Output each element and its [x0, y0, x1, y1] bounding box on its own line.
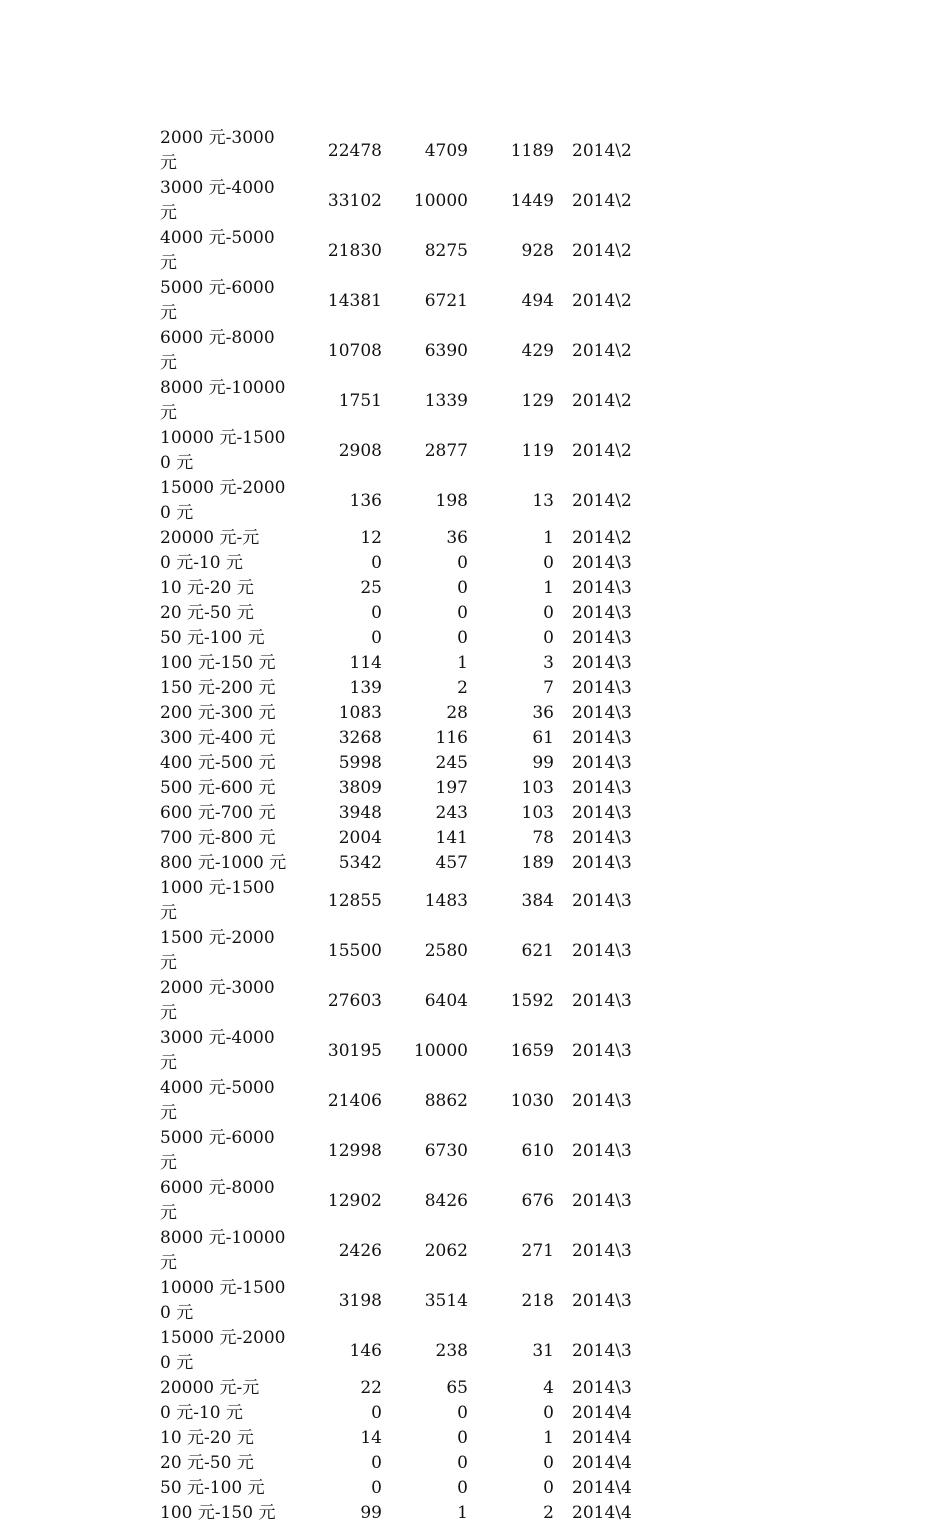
- value-b-cell: 28: [446, 703, 468, 723]
- range-cell: 3000 元-4000 元: [160, 1028, 275, 1073]
- table-row: [158, 926, 638, 976]
- table-row: [158, 651, 638, 676]
- value-a-cell: 33102: [327, 190, 382, 211]
- range-cell: 0 元-10 元: [160, 553, 243, 573]
- table-row: [158, 176, 638, 226]
- value-a-cell: 12998: [327, 1140, 382, 1161]
- table-row: [158, 1476, 638, 1501]
- document-page: [158, 126, 638, 1526]
- value-a-cell: 21406: [327, 1090, 382, 1111]
- value-b-cell: 457: [435, 853, 468, 873]
- value-a-cell: 0: [371, 603, 382, 623]
- range-cell: 5000 元-6000 元: [160, 278, 275, 323]
- value-c-cell: 99: [532, 753, 554, 773]
- value-a-cell: 0: [371, 628, 382, 648]
- table-row: [158, 801, 638, 826]
- value-a-cell: 0: [371, 1478, 382, 1498]
- table-row: [158, 851, 638, 876]
- table-row: [158, 326, 638, 376]
- value-b-cell: 0: [457, 1403, 468, 1423]
- value-a-cell: 22478: [327, 140, 382, 161]
- table-row: [158, 776, 638, 801]
- value-a-cell: 139: [349, 678, 382, 698]
- value-a-cell: 21830: [327, 240, 382, 261]
- value-c-cell: 0: [543, 1478, 554, 1498]
- table-row: [158, 1451, 638, 1476]
- value-b-cell: 8426: [424, 1190, 468, 1211]
- price-range-table: [158, 126, 638, 1526]
- value-c-cell: 494: [521, 290, 554, 311]
- value-c-cell: 1: [543, 528, 554, 548]
- value-b-cell: 6721: [424, 290, 468, 311]
- value-c-cell: 218: [521, 1290, 554, 1311]
- date-cell: 2014\2: [572, 290, 632, 311]
- value-c-cell: 103: [521, 778, 554, 798]
- value-c-cell: 429: [521, 340, 554, 361]
- value-c-cell: 4: [543, 1378, 554, 1398]
- value-a-cell: 14: [360, 1428, 382, 1448]
- value-c-cell: 1659: [510, 1040, 554, 1061]
- value-c-cell: 103: [521, 803, 554, 823]
- value-b-cell: 10000: [413, 1040, 468, 1061]
- value-c-cell: 610: [521, 1140, 554, 1161]
- value-a-cell: 2426: [338, 1240, 382, 1261]
- date-cell: 2014\3: [572, 553, 632, 573]
- value-c-cell: 13: [532, 490, 554, 511]
- range-cell: 100 元-150 元: [160, 653, 276, 673]
- range-cell: 4000 元-5000 元: [160, 1078, 275, 1123]
- date-cell: 2014\3: [572, 1240, 632, 1261]
- range-cell: 20000 元-元: [160, 1378, 260, 1398]
- value-a-cell: 15500: [327, 940, 382, 961]
- date-cell: 2014\3: [572, 578, 632, 598]
- value-b-cell: 0: [457, 1453, 468, 1473]
- value-c-cell: 31: [532, 1340, 554, 1361]
- value-c-cell: 928: [521, 240, 554, 261]
- range-cell: 20000 元-元: [160, 528, 260, 548]
- value-c-cell: 119: [521, 440, 554, 461]
- table-row: [158, 1226, 638, 1276]
- date-cell: 2014\3: [572, 628, 632, 648]
- date-cell: 2014\2: [572, 140, 632, 161]
- table-row: [158, 1026, 638, 1076]
- value-a-cell: 99: [360, 1503, 382, 1523]
- date-cell: 2014\3: [572, 753, 632, 773]
- value-c-cell: 676: [521, 1190, 554, 1211]
- table-row: [158, 1326, 638, 1376]
- date-cell: 2014\4: [572, 1428, 632, 1448]
- value-b-cell: 8862: [424, 1090, 468, 1111]
- table-row: [158, 876, 638, 926]
- value-c-cell: 61: [532, 728, 554, 748]
- range-cell: 1000 元-1500 元: [160, 878, 275, 923]
- value-b-cell: 0: [457, 578, 468, 598]
- value-c-cell: 621: [521, 940, 554, 961]
- value-b-cell: 65: [446, 1378, 468, 1398]
- date-cell: 2014\2: [572, 490, 632, 511]
- date-cell: 2014\3: [572, 990, 632, 1011]
- date-cell: 2014\4: [572, 1453, 632, 1473]
- value-c-cell: 78: [532, 828, 554, 848]
- table-row: [158, 551, 638, 576]
- value-b-cell: 245: [435, 753, 468, 773]
- value-a-cell: 1083: [338, 703, 382, 723]
- table-row: [158, 1401, 638, 1426]
- value-c-cell: 0: [543, 1453, 554, 1473]
- table-row: [158, 1376, 638, 1401]
- date-cell: 2014\3: [572, 1290, 632, 1311]
- date-cell: 2014\3: [572, 603, 632, 623]
- value-b-cell: 8275: [424, 240, 468, 261]
- value-c-cell: 0: [543, 1403, 554, 1423]
- table-row: [158, 1276, 638, 1326]
- table-row: [158, 1501, 638, 1526]
- range-cell: 2000 元-3000 元: [160, 128, 275, 173]
- table-body: [158, 126, 638, 1526]
- value-a-cell: 12: [360, 528, 382, 548]
- value-a-cell: 22: [360, 1378, 382, 1398]
- table-row: [158, 826, 638, 851]
- range-cell: 15000 元-20000 元: [160, 478, 286, 523]
- table-row: [158, 576, 638, 601]
- date-cell: 2014\3: [572, 1140, 632, 1161]
- range-cell: 700 元-800 元: [160, 828, 276, 848]
- date-cell: 2014\3: [572, 828, 632, 848]
- date-cell: 2014\4: [572, 1478, 632, 1498]
- date-cell: 2014\3: [572, 778, 632, 798]
- range-cell: 2000 元-3000 元: [160, 978, 275, 1023]
- value-b-cell: 10000: [413, 190, 468, 211]
- value-b-cell: 2580: [424, 940, 468, 961]
- table-row: [158, 701, 638, 726]
- value-a-cell: 0: [371, 1453, 382, 1473]
- value-a-cell: 2908: [338, 440, 382, 461]
- range-cell: 4000 元-5000 元: [160, 228, 275, 273]
- value-a-cell: 3268: [338, 728, 382, 748]
- value-c-cell: 1030: [510, 1090, 554, 1111]
- value-c-cell: 384: [521, 890, 554, 911]
- date-cell: 2014\2: [572, 528, 632, 548]
- value-b-cell: 6404: [424, 990, 468, 1011]
- range-cell: 5000 元-6000 元: [160, 1128, 275, 1173]
- value-a-cell: 12855: [327, 890, 382, 911]
- date-cell: 2014\2: [572, 190, 632, 211]
- table-row: [158, 1126, 638, 1176]
- date-cell: 2014\3: [572, 1040, 632, 1061]
- date-cell: 2014\3: [572, 678, 632, 698]
- date-cell: 2014\3: [572, 890, 632, 911]
- value-a-cell: 0: [371, 553, 382, 573]
- value-c-cell: 2: [543, 1503, 554, 1523]
- value-c-cell: 1: [543, 1428, 554, 1448]
- table-row: [158, 976, 638, 1026]
- value-b-cell: 1: [457, 653, 468, 673]
- table-row: [158, 751, 638, 776]
- range-cell: 20 元-50 元: [160, 603, 254, 623]
- value-b-cell: 3514: [424, 1290, 468, 1311]
- range-cell: 3000 元-4000 元: [160, 178, 275, 223]
- value-a-cell: 0: [371, 1403, 382, 1423]
- value-b-cell: 6730: [424, 1140, 468, 1161]
- range-cell: 150 元-200 元: [160, 678, 276, 698]
- range-cell: 8000 元-10000 元: [160, 378, 286, 423]
- value-a-cell: 3809: [338, 778, 382, 798]
- table-row: [158, 376, 638, 426]
- value-c-cell: 1189: [510, 140, 554, 161]
- value-a-cell: 14381: [327, 290, 382, 311]
- range-cell: 50 元-100 元: [160, 1478, 265, 1498]
- date-cell: 2014\3: [572, 653, 632, 673]
- date-cell: 2014\4: [572, 1503, 632, 1523]
- range-cell: 300 元-400 元: [160, 728, 276, 748]
- value-b-cell: 0: [457, 1478, 468, 1498]
- range-cell: 100 元-150 元: [160, 1503, 276, 1523]
- range-cell: 50 元-100 元: [160, 628, 265, 648]
- range-cell: 6000 元-8000 元: [160, 328, 275, 373]
- range-cell: 1500 元-2000 元: [160, 928, 275, 973]
- date-cell: 2014\4: [572, 1403, 632, 1423]
- date-cell: 2014\3: [572, 940, 632, 961]
- value-b-cell: 141: [435, 828, 468, 848]
- value-a-cell: 2004: [338, 828, 382, 848]
- date-cell: 2014\3: [572, 1340, 632, 1361]
- date-cell: 2014\3: [572, 728, 632, 748]
- value-b-cell: 197: [435, 778, 468, 798]
- table-row: [158, 626, 638, 651]
- date-cell: 2014\2: [572, 340, 632, 361]
- date-cell: 2014\2: [572, 240, 632, 261]
- table-row: [158, 676, 638, 701]
- range-cell: 20 元-50 元: [160, 1453, 254, 1473]
- value-c-cell: 3: [543, 653, 554, 673]
- value-b-cell: 243: [435, 803, 468, 823]
- range-cell: 200 元-300 元: [160, 703, 276, 723]
- value-a-cell: 5998: [338, 753, 382, 773]
- range-cell: 10000 元-15000 元: [160, 1278, 286, 1323]
- value-b-cell: 2877: [424, 440, 468, 461]
- value-a-cell: 10708: [327, 340, 382, 361]
- date-cell: 2014\3: [572, 853, 632, 873]
- table-row: [158, 426, 638, 476]
- table-row: [158, 1176, 638, 1226]
- value-b-cell: 0: [457, 553, 468, 573]
- value-b-cell: 6390: [424, 340, 468, 361]
- date-cell: 2014\3: [572, 703, 632, 723]
- value-b-cell: 198: [435, 490, 468, 511]
- date-cell: 2014\3: [572, 1190, 632, 1211]
- value-a-cell: 25: [360, 578, 382, 598]
- value-b-cell: 0: [457, 1428, 468, 1448]
- value-b-cell: 2: [457, 678, 468, 698]
- value-c-cell: 0: [543, 553, 554, 573]
- date-cell: 2014\2: [572, 440, 632, 461]
- value-c-cell: 0: [543, 603, 554, 623]
- range-cell: 8000 元-10000 元: [160, 1228, 286, 1273]
- range-cell: 800 元-1000 元: [160, 853, 287, 873]
- value-c-cell: 36: [532, 703, 554, 723]
- date-cell: 2014\2: [572, 390, 632, 411]
- value-a-cell: 30195: [327, 1040, 382, 1061]
- range-cell: 600 元-700 元: [160, 803, 276, 823]
- value-b-cell: 116: [435, 728, 468, 748]
- value-b-cell: 36: [446, 528, 468, 548]
- table-row: [158, 226, 638, 276]
- range-cell: 500 元-600 元: [160, 778, 276, 798]
- date-cell: 2014\3: [572, 1378, 632, 1398]
- table-row: [158, 601, 638, 626]
- range-cell: 15000 元-20000 元: [160, 1328, 286, 1373]
- table-row: [158, 726, 638, 751]
- value-a-cell: 27603: [327, 990, 382, 1011]
- value-c-cell: 189: [521, 853, 554, 873]
- range-cell: 6000 元-8000 元: [160, 1178, 275, 1223]
- range-cell: 10 元-20 元: [160, 578, 254, 598]
- range-cell: 10 元-20 元: [160, 1428, 254, 1448]
- value-a-cell: 3948: [338, 803, 382, 823]
- table-row: [158, 276, 638, 326]
- value-a-cell: 1751: [338, 390, 382, 411]
- value-a-cell: 12902: [327, 1190, 382, 1211]
- value-c-cell: 1: [543, 578, 554, 598]
- value-c-cell: 129: [521, 390, 554, 411]
- value-c-cell: 1449: [510, 190, 554, 211]
- value-c-cell: 7: [543, 678, 554, 698]
- table-row: [158, 476, 638, 526]
- table-row: [158, 526, 638, 551]
- table-row: [158, 126, 638, 176]
- range-cell: 10000 元-15000 元: [160, 428, 286, 473]
- value-a-cell: 136: [349, 490, 382, 511]
- table-row: [158, 1426, 638, 1451]
- range-cell: 0 元-10 元: [160, 1403, 243, 1423]
- date-cell: 2014\3: [572, 803, 632, 823]
- value-b-cell: 0: [457, 628, 468, 648]
- value-c-cell: 0: [543, 628, 554, 648]
- value-a-cell: 3198: [338, 1290, 382, 1311]
- value-b-cell: 1339: [424, 390, 468, 411]
- value-b-cell: 4709: [424, 140, 468, 161]
- date-cell: 2014\3: [572, 1090, 632, 1111]
- value-b-cell: 1: [457, 1503, 468, 1523]
- value-a-cell: 5342: [338, 853, 382, 873]
- value-a-cell: 146: [349, 1340, 382, 1361]
- range-cell: 400 元-500 元: [160, 753, 276, 773]
- value-b-cell: 238: [435, 1340, 468, 1361]
- value-b-cell: 1483: [424, 890, 468, 911]
- value-b-cell: 2062: [424, 1240, 468, 1261]
- table-row: [158, 1076, 638, 1126]
- value-b-cell: 0: [457, 603, 468, 623]
- value-c-cell: 271: [521, 1240, 554, 1261]
- value-c-cell: 1592: [510, 990, 554, 1011]
- value-a-cell: 114: [349, 653, 382, 673]
